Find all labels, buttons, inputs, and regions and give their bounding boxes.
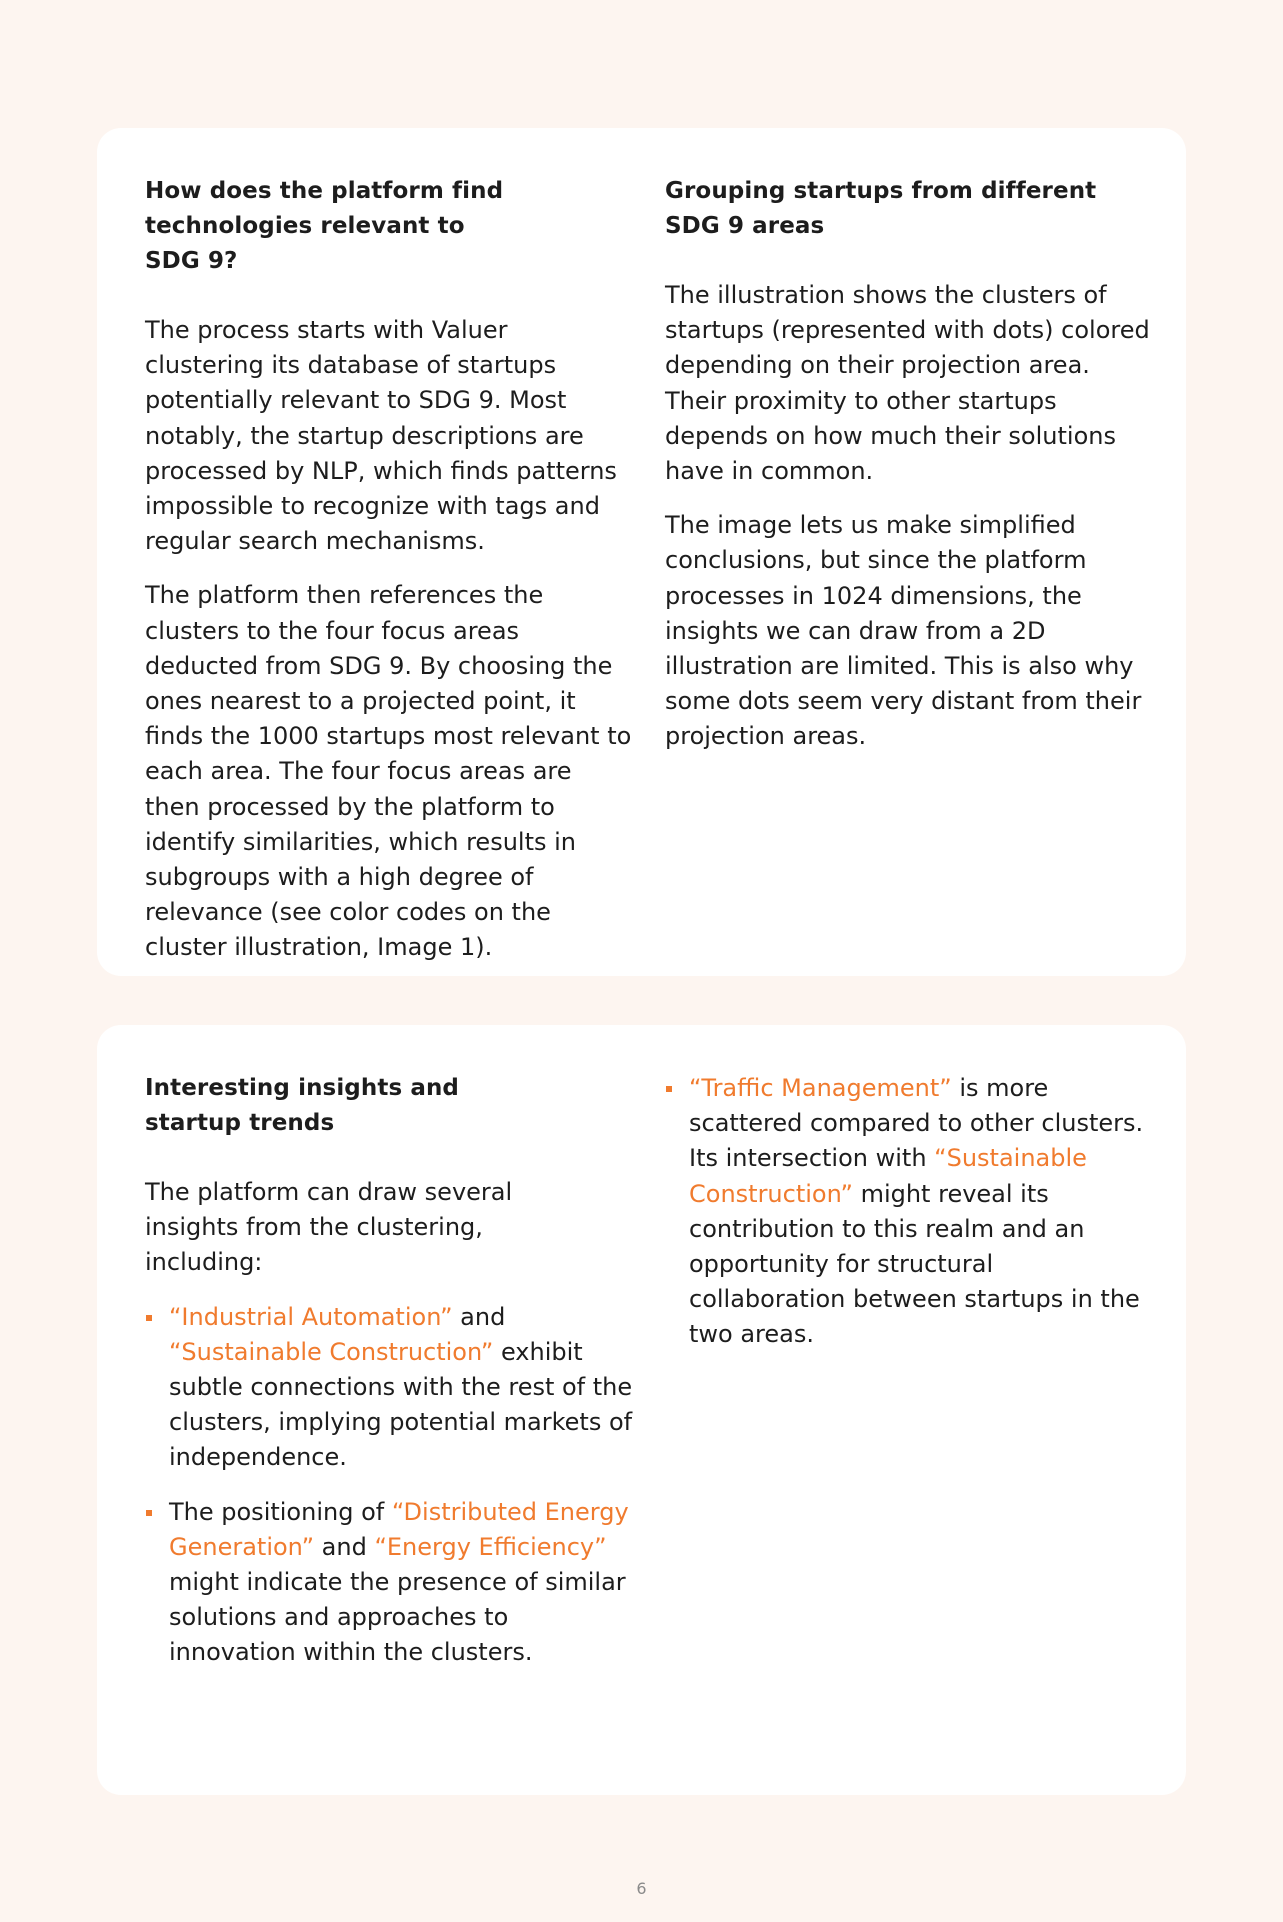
highlight-term: “Distributed Energy Generation” (169, 1497, 629, 1561)
body-paragraph: The image lets us make simplified conclusions, but since the platform processes in 1024 dimensions, the insights we can draw from a 2D illustration are limited. This is also why some dots seem very distant from their projection areas. (665, 511, 1142, 751)
highlight-term: “Industrial Automation” (169, 1302, 453, 1331)
insights-column (145, 1071, 633, 1690)
insights-column-continued (665, 1071, 1153, 1372)
intro-paragraph: The platform can draw several insights from the clustering, including: (145, 1178, 513, 1277)
insights-list (665, 1071, 1153, 1353)
body-paragraph: The illustration shows the clusters of startups (represented with dots) colored depending on their projection area. Their proximity to other startups depends on how much their solutions have in common. (665, 281, 1150, 486)
bullet-square-icon (146, 1315, 152, 1321)
insights-list (145, 1300, 633, 1671)
list-item (145, 1495, 633, 1671)
info-card-bottom (97, 1025, 1186, 1795)
list-text: and (452, 1302, 506, 1331)
highlight-term: “Sustainable Construction” (169, 1337, 494, 1366)
highlight-term: “Sustainable Construction” (689, 1144, 1087, 1208)
list-text: The positioning of (169, 1497, 392, 1526)
list-text: might reveal its contribution to this realm and an opportunity for structural collaboration between startups in the two areas. (689, 1179, 1140, 1349)
page-number: 6 (636, 1879, 647, 1898)
list-text: is more scattered compared to other clusters. Its intersection with (689, 1074, 1144, 1173)
section-heading: Interesting insights and startup trends (145, 1075, 460, 1136)
list-item (145, 1300, 633, 1476)
section-heading: Grouping startups from different SDG 9 areas (665, 178, 1097, 239)
list-text: exhibit subtle connections with the rest of the clusters, implying potential markets of independence. (169, 1337, 633, 1472)
list-text: might indicate the presence of similar solutions and approaches to innovation within the clusters. (169, 1568, 626, 1667)
bullet-square-icon (146, 1510, 152, 1516)
list-item (665, 1071, 1153, 1353)
section-heading: How does the platform find technologies relevant to SDG 9? (145, 178, 504, 274)
grouping-column (665, 174, 1153, 774)
highlight-term: “Energy Efficiency” (374, 1532, 607, 1561)
body-paragraph: The process starts with Valuer clustering its database of startups potentially relevant to SDG 9. Most notably, the startup descriptions are processed by NLP, which finds patterns impossible to recognize with tags and regular search mechanisms. (145, 316, 617, 556)
info-card-top (97, 128, 1186, 976)
highlight-term: “Traffic Management” (689, 1074, 952, 1102)
body-paragraph: The platform then references the clusters to the four focus areas deducted from SDG 9. By choosing the ones nearest to a projected point, it finds the 1000 startups most relevant to each area. The four focus areas are then processed by the platform to identify similarities, which results in subgroups with a high degree of relevance (see color codes on the cluster illustration, Image 1). (145, 581, 632, 962)
platform-method-column (145, 174, 633, 985)
list-text: and (314, 1532, 375, 1561)
bullet-square-icon (666, 1086, 672, 1092)
